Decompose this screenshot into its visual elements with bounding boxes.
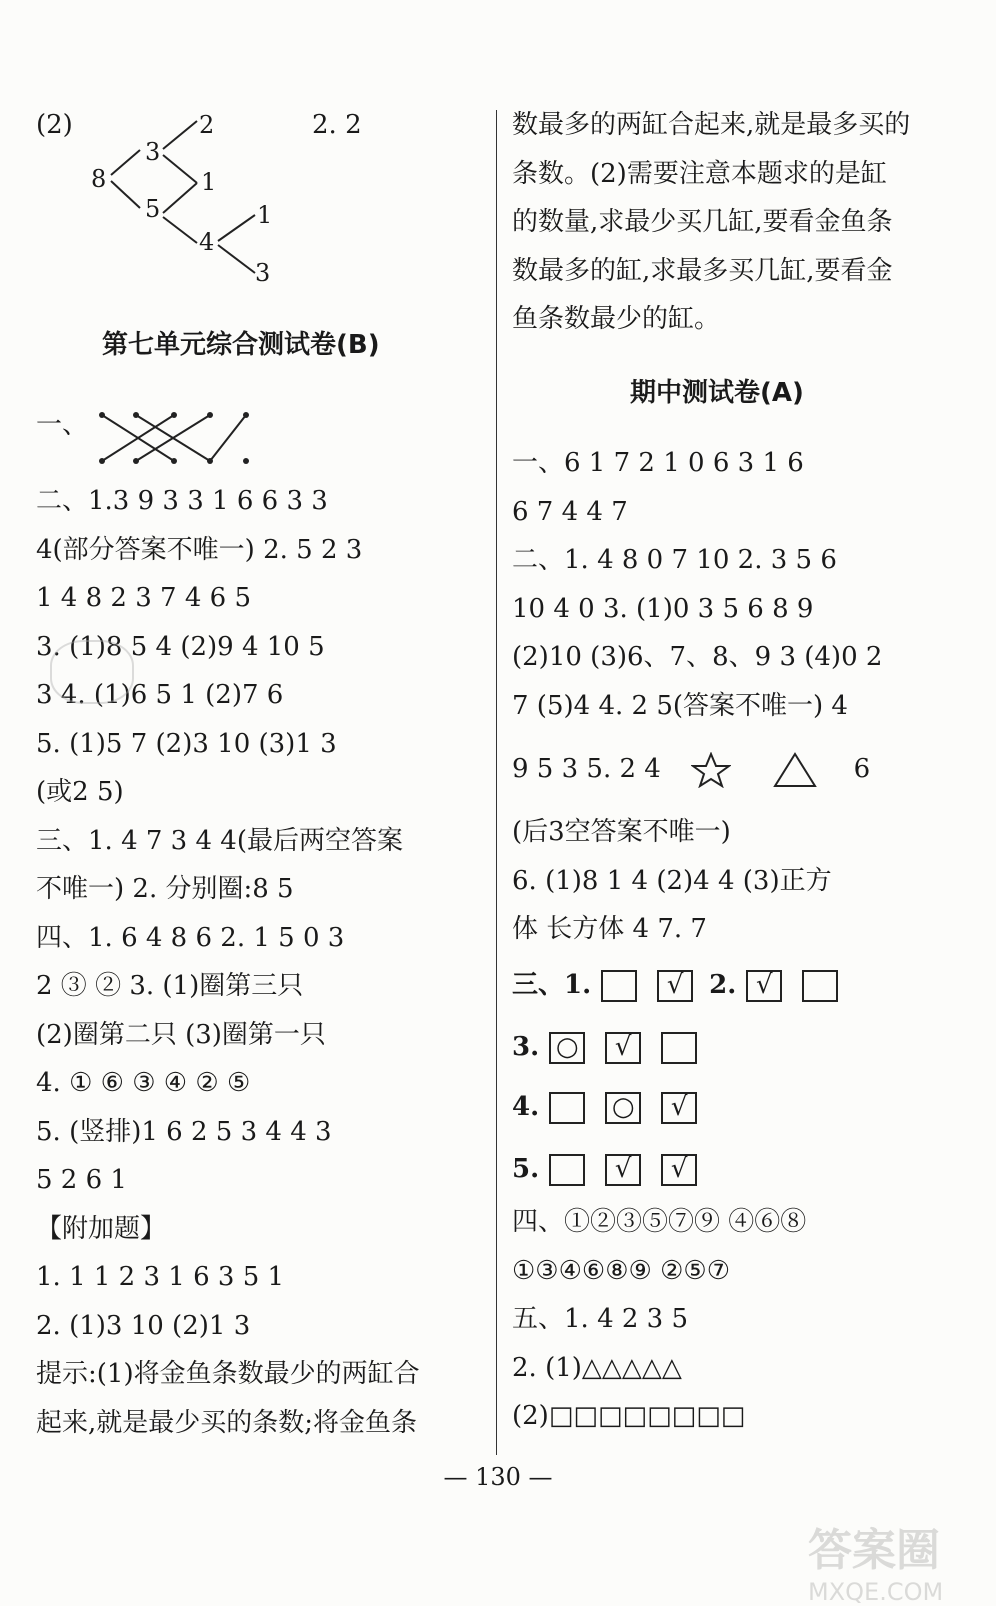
answer-line: 5. (1)5 7 (2)3 10 (3)1 3 [36,728,337,759]
checkbox-row-label: 4. [512,1092,540,1122]
answer-box [661,1154,697,1186]
tree-label: (2) [36,110,73,140]
answer-box [661,1032,697,1064]
answer-line: 10 4 0 3. (1)0 3 5 6 8 9 [512,593,814,624]
answer-line: 三、1. 4 7 3 4 4(最后两空答案 [36,825,403,856]
answer-line: 体 长方体 4 7. 7 [512,914,707,944]
checkbox-row-label: 5. [512,1154,540,1184]
answer-box-mark: √ [614,1032,632,1062]
answer-line: 2. (1)3 10 (2)1 3 [36,1310,251,1341]
checkbox-row [512,968,848,1002]
tree-edge [218,215,255,241]
answer-box [605,1032,641,1064]
tree-node-b: 5 [145,195,161,223]
answer-line: 四、①②③⑤⑦⑨ ④⑥⑧ [512,1207,807,1237]
answer-box [549,1154,585,1186]
answer-box [549,1092,585,1124]
watermark-logo [808,1514,978,1606]
answer-line: 鱼条数最少的缸。 [512,304,721,334]
answer-line: (2)圈第二只 (3)圈第一只 [36,1019,326,1050]
tree-edge [163,183,197,213]
section-title-unit7b: 第七单元综合测试卷(B) [102,330,380,360]
answer-line: 2. (1)△△△△△ [512,1352,682,1383]
answer-line: ①③④⑥⑧⑨ ②⑤⑦ [512,1255,731,1286]
answer-line: 6. (1)8 1 4 (2)4 4 (3)正方 [512,865,832,896]
answer-line: (后3空答案不唯一) [512,817,731,847]
answer-box [661,1092,697,1124]
tree-node-a2: 1 [201,168,217,196]
answer-line: (2)10 (3)6、7、8、9 3 (4)0 2 [512,642,883,672]
answer-box [601,970,637,1002]
answer-box [549,1032,585,1064]
answer-line: 的数量,求最少买几缸,要看金鱼条 [512,207,893,237]
checkbox-row-label: 三、1. [512,970,592,1000]
shapes-line-end: 6 [853,754,871,784]
answer-line: 6 7 4 4 7 [512,496,628,527]
tree-edge [163,217,197,243]
triangle-icon [773,752,817,788]
answer-box-mark: ○ [555,1032,579,1062]
answer-line: 2 ③ ② 3. (1)圈第三只 [36,971,304,1001]
tree-edge [111,181,140,208]
section-title-midterm-a: 期中测试卷(A) [630,378,804,408]
answer-line: 不唯一) 2. 分别圈:8 5 [36,874,294,904]
number-tree-diagram [85,105,285,290]
answer-box [605,1154,641,1186]
answer-line: 3 4. (1)6 5 1 (2)7 6 [36,680,284,710]
answer-line: 3. (1)8 5 4 (2)9 4 10 5 [36,631,325,662]
answer-line: 提示:(1)将金鱼条数最少的两缸合 [36,1359,420,1389]
answer-line: 【附加题】 [36,1213,167,1244]
answer-box-mark: √ [670,1154,688,1184]
watermark-url: MXQE.COM [808,1578,944,1606]
answer-line: (或2 5) [36,777,124,807]
checkbox-row [512,1152,707,1186]
stamp-mark [50,640,134,704]
answer-line: 条数。(2)需要注意本题求的是缸 [512,158,887,189]
answer-line: 1 4 8 2 3 7 4 6 5 [36,583,251,613]
answer-box [657,970,693,1002]
answer-box [605,1092,641,1124]
tree-node-b1: 4 [199,228,215,256]
tree-node-b1b: 3 [255,259,271,287]
page-number: — 130 — [443,1463,553,1491]
answer-line: 7 (5)4 4. 2 5(答案不唯一) 4 [512,690,848,721]
answer-line: (2)□□□□□□□□ [512,1401,746,1431]
answer-box-mark: √ [666,970,684,1000]
watermark-title: 答案圈 [808,1525,940,1576]
answer-box-mark: √ [614,1154,632,1184]
section-one-label: 一、 [36,410,89,440]
answer-box-mark: ○ [611,1092,635,1122]
answer-box-mark: √ [670,1092,688,1122]
column-divider [496,110,497,1455]
answer-box-mark: √ [756,970,773,1000]
answer-line: 一、6 1 7 2 1 0 6 3 1 6 [512,448,804,478]
checkbox-row [512,1090,707,1124]
answer-box [802,970,838,1002]
tree-edge [111,150,140,175]
checkbox-row-label: 3. [512,1032,540,1062]
answer-line: 数最多的缸,求最多买几缸,要看金 [512,255,893,286]
tree-edge [163,121,197,149]
answer-line: 五、1. 4 2 3 5 [512,1304,689,1334]
answer-box [746,970,782,1002]
answer-line: 5 2 6 1 [36,1165,127,1195]
answer-line: 二、1. 4 8 0 7 10 2. 3 5 6 [512,545,837,575]
matching-lines-diagram [92,405,252,470]
shapes-line-text: 9 5 3 5. 2 4 [512,754,661,784]
answer-line: 数最多的两缸合起来,就是最多买的 [512,110,911,140]
answer-line: 二、1.3 9 3 3 1 6 6 3 3 [36,486,328,516]
answer-line: 起来,就是最少买的条数;将金鱼条 [36,1407,418,1438]
answer-q2: 2. 2 [312,110,362,140]
tree-node-root: 8 [91,165,107,193]
answer-line: 5. (竖排)1 6 2 5 3 4 4 3 [36,1116,332,1147]
checkbox-row [512,1030,707,1064]
answer-line: 4(部分答案不唯一) 2. 5 2 3 [36,534,363,565]
answer-line: 四、1. 6 4 8 6 2. 1 5 0 3 [36,922,345,953]
checkbox-row-label-2: 2. [709,970,737,1000]
answer-line: 1. 1 1 2 3 1 6 3 5 1 [36,1262,285,1292]
star-icon [691,752,731,788]
tree-node-b1a: 1 [257,201,273,229]
tree-node-a1: 2 [199,111,215,139]
tree-edge [163,155,197,183]
shapes-answer-line [512,752,870,788]
tree-edge [218,245,255,273]
answer-line: 4. ① ⑥ ③ ④ ② ⑤ [36,1068,251,1098]
tree-node-a: 3 [145,138,161,166]
